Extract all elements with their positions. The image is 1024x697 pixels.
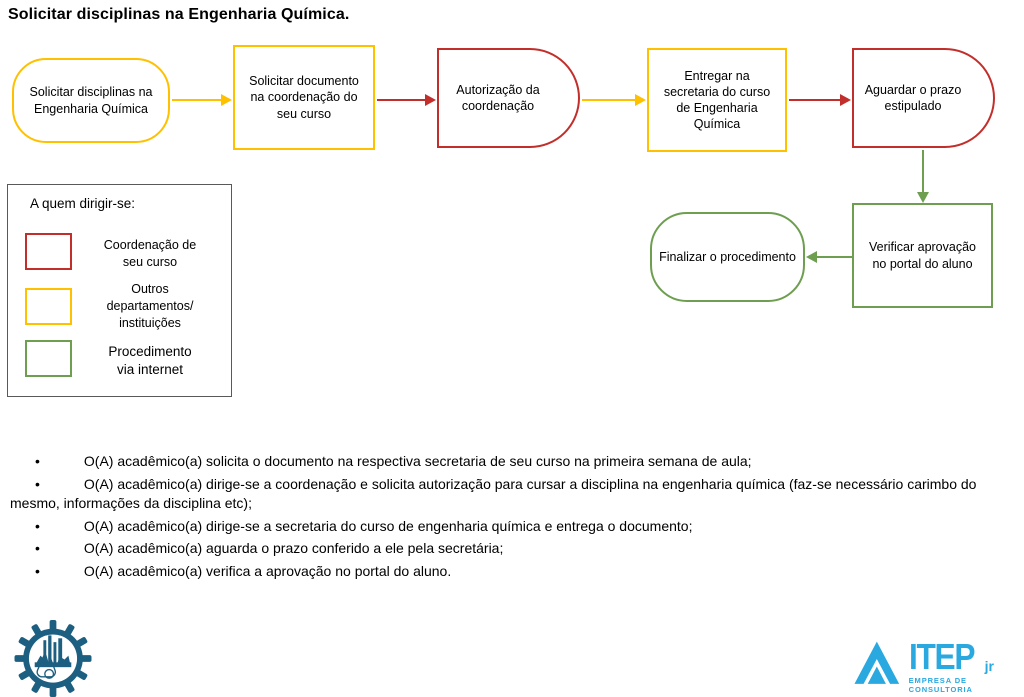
bullet-icon: • [35,562,40,579]
bullet-icon: • [35,453,40,469]
flow-node-end [650,212,805,302]
note-text: O(A) acadêmico(a) solicita o documento na respectiva secretaria de seu curso na primeira semana de aula; [83,453,752,469]
bullet-icon: • [35,540,40,556]
chemical-engineering-gear-logo [12,620,94,697]
note-item [10,475,998,514]
note-item [10,452,998,472]
note-text: O(A) acadêmico(a) dirige-se a coordenação e solicita autorização para cursar a disciplina na engenharia química (faz-se necessário carimbo do mesmo, informações da disciplina etc); [10,475,977,511]
itep-tagline: EMPRESA DE CONSULTORIA [908,676,973,694]
legend-label-yellow: Outros departamentos/ instituições [106,282,194,330]
arrow-step4-to-step5 [789,99,841,101]
itep-triangle-icon [852,637,902,691]
flow-node-solicitar-documento [233,45,375,150]
note-text: O(A) acadêmico(a) aguarda o prazo conferido a ele pela secretária; [83,540,504,556]
itep-text-block [909,637,1024,694]
page-title: Solicitar disciplinas na Engenharia Química. [8,6,350,23]
notes-list [10,452,998,584]
legend-box [7,184,232,397]
arrow-step2-to-step3 [377,99,426,101]
bullet-icon: • [35,475,40,492]
flow-node-verificar-aprovacao [852,203,993,308]
arrow-start-to-step2 [172,99,222,101]
itep-wordmark: ITEP [908,636,974,677]
legend-label-red: Coordenação de seu curso [103,238,197,269]
legend-swatch-green [25,340,72,377]
flow-node-label: Solicitar documento na coordenação do seu curso [249,74,359,121]
arrow-step6-to-end [816,256,852,258]
itep-jr-suffix: jr [984,658,994,674]
flow-node-start [12,58,170,143]
note-item [10,539,998,559]
flow-node-label: Solicitar disciplinas na Engenharia Química [29,85,153,116]
flow-node-label: Verificar aprovação no portal do aluno [868,240,976,271]
legend-swatch-yellow [25,288,72,325]
flow-node-entregar-secretaria [647,48,787,152]
flow-node-label: Autorização da coordenação [456,82,540,113]
gear-icon [12,620,94,697]
flow-node-autorizacao [437,48,580,148]
note-item [10,517,998,537]
note-text: O(A) acadêmico(a) dirige-se a secretaria do curso de engenharia química e entrega o documento; [83,517,693,534]
arrow-step3-to-step4 [582,99,636,101]
note-text: O(A) acadêmico(a) verifica a aprovação no portal do aluno. [83,562,452,579]
flow-node-label: Entregar na secretaria do curso de Engenharia Química [663,68,771,132]
flow-node-aguardar-prazo [852,48,995,148]
itep-jr-logo [852,637,1024,694]
legend-label-green: Procedimento via internet [108,344,192,377]
arrow-step5-to-step6 [922,150,924,193]
note-item [10,562,998,582]
bullet-icon: • [35,517,40,534]
flow-node-label: Aguardar o prazo estipulado [864,82,962,113]
flow-node-label: Finalizar o procedimento [659,249,796,264]
legend-swatch-red [25,233,72,270]
legend-title: A quem dirigir-se: [30,196,136,211]
